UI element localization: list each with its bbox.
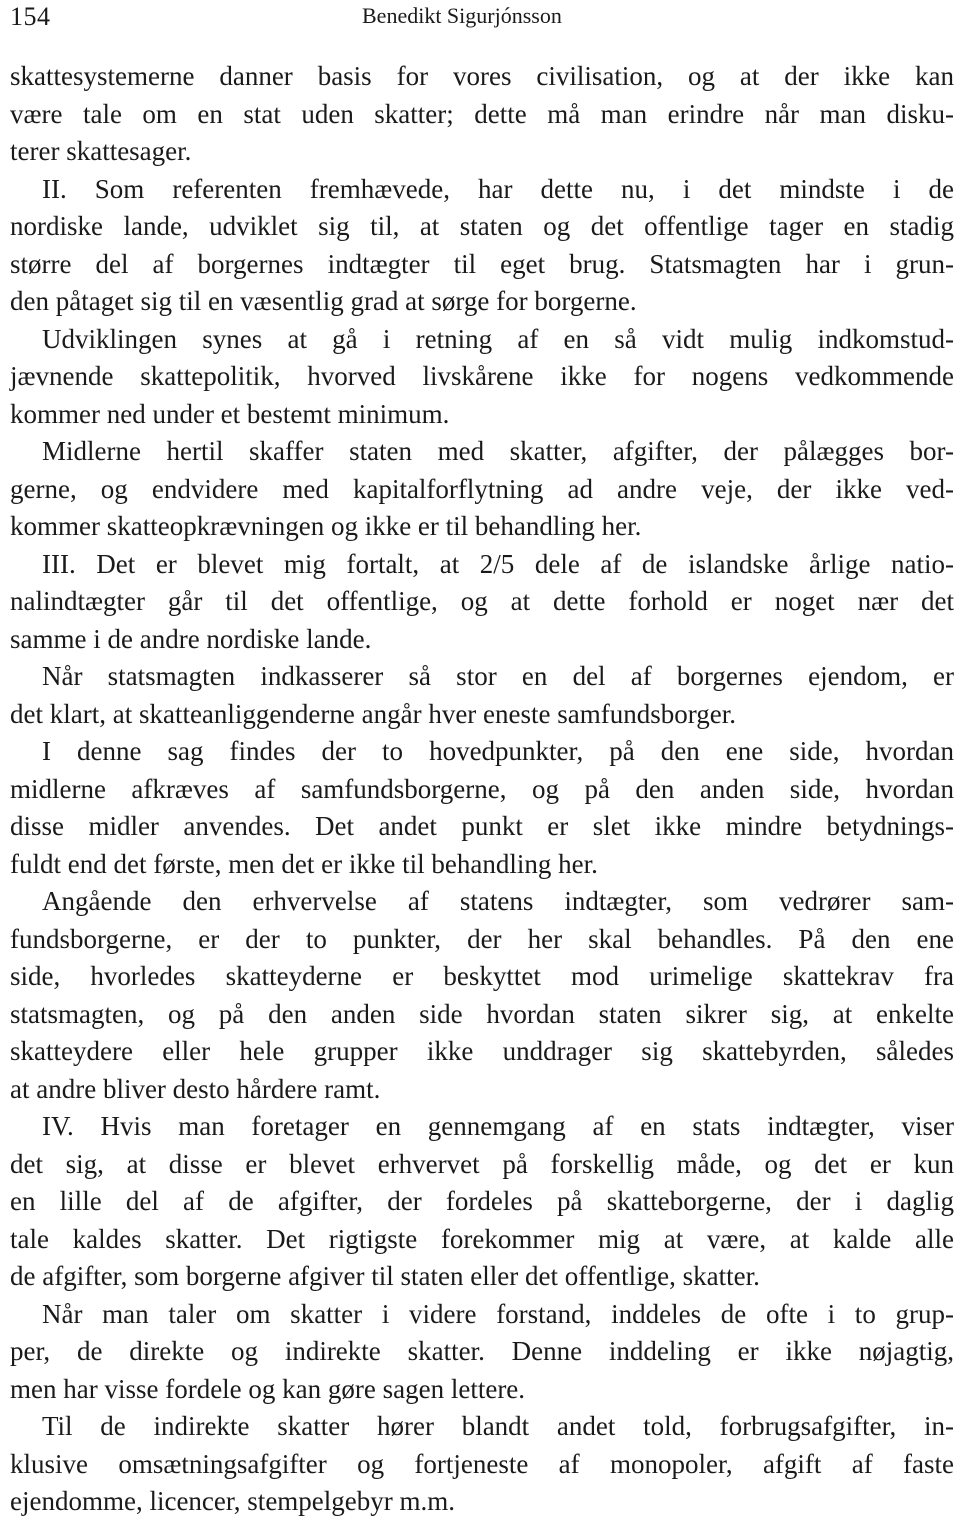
text-line: II. Som referenten fremhævede, har dette nu, i det mindste i de [42,173,954,204]
text-line: ejendomme, licencer, stempelgebyr m.m. [10,1486,456,1516]
text-line: samme i de andre nordiske lande. [10,623,372,654]
text-line: større del af borgernes indtægter til eget brug. Statsmagten har i grun- [10,248,954,279]
body-text [10,58,954,1521]
text-line: nalindtægter går til det offentlige, og at dette forhold er noget nær det [10,586,954,616]
text-line: terer skattesager. [10,136,192,166]
text-line: I denne sag findes der to hovedpunkter, på den ene side, hvordan [42,736,954,766]
text-line: skatteydere eller hele grupper ikke unddrager sig skattebyrden, således [10,1036,954,1066]
text-line: gerne, og endvidere med kapitalforflytning ad andre veje, der ikke ved- [10,473,954,504]
running-head: Benedikt Sigurjónsson [362,3,562,28]
text-line: tale kaldes skatter. Det rigtigste forekommer mig at være, at kalde alle [10,1223,954,1254]
text-line: kommer ned under et bestemt minimum. [10,398,450,429]
text-line: skattesystemerne danner basis for vores civilisation, og at der ikke kan [10,61,954,91]
text-line: III. Det er blevet mig fortalt, at 2/5 dele af de islandske årlige natio- [42,548,954,579]
text-line: en lille del af de afgifter, der fordeles på skatteborgerne, der i daglig [10,1186,954,1216]
text-line: midlerne afkræves af samfundsborgerne, og på den anden side, hvordan [10,773,954,804]
page-number: 154 [10,2,51,31]
text-line: fundsborgerne, er der to punkter, der her skal behandles. På den ene [10,923,954,954]
text-line: at andre bliver desto hårdere ramt. [10,1073,381,1104]
text-line: kommer skatteopkrævningen og ikke er til behandling her. [10,511,642,541]
text-line: klusive omsætningsafgifter og fortjeneste af monopoler, afgift af faste [10,1448,954,1479]
text-line: den påtaget sig til en væsentlig grad at sørge for borgerne. [10,286,637,316]
text-line: være tale om en stat uden skatter; dette må man erindre når man disku- [10,98,954,129]
text-line: men har visse fordele og kan gøre sagen lettere. [10,1373,526,1404]
text-line: Til de indirekte skatter hører blandt andet told, forbrugsafgifter, in- [42,1411,954,1441]
text-line: disse midler anvendes. Det andet punkt er slet ikke mindre betydnings- [10,811,954,841]
text-line: Midlerne hertil skaffer staten med skatter, afgifter, der pålægges bor- [42,436,954,466]
text-line: statsmagten, og på den anden side hvordan staten sikrer sig, at enkelte [10,998,954,1029]
text-line: de afgifter, som borgerne afgiver til staten eller det offentlige, skatter. [10,1261,760,1291]
text-line: det sig, at disse er blevet erhvervet på forskellig måde, og det er kun [10,1148,954,1179]
text-line: side, hvorledes skatteyderne er beskyttet mod urimelige skattekrav fra [10,961,954,991]
page-header [10,0,954,62]
text-line: nordiske lande, udviklet sig til, at staten og det offentlige tager en stadig [10,211,954,241]
document-page [10,0,954,1536]
text-line: det klart, at skatteanliggenderne angår hver eneste samfundsborger. [10,698,736,729]
text-line: IV. Hvis man foretager en gennemgang af en stats indtægter, viser [42,1111,954,1141]
text-line: Angående den erhvervelse af statens indtægter, som vedrører sam- [42,886,954,916]
text-line: per, de direkte og indirekte skatter. Denne inddeling er ikke nøjagtig, [10,1336,954,1366]
text-line: Når man taler om skatter i videre forstand, inddeles de ofte i to grup- [42,1298,954,1329]
text-line: jævnende skattepolitik, hvorved livskårene ikke for nogens vedkommende [10,361,954,391]
text-line: Når statsmagten indkasserer så stor en del af borgernes ejendom, er [42,661,954,691]
text-line: fuldt end det første, men det er ikke til behandling her. [10,848,598,879]
text-line: Udviklingen synes at gå i retning af en så vidt mulig indkomstud- [42,323,954,354]
